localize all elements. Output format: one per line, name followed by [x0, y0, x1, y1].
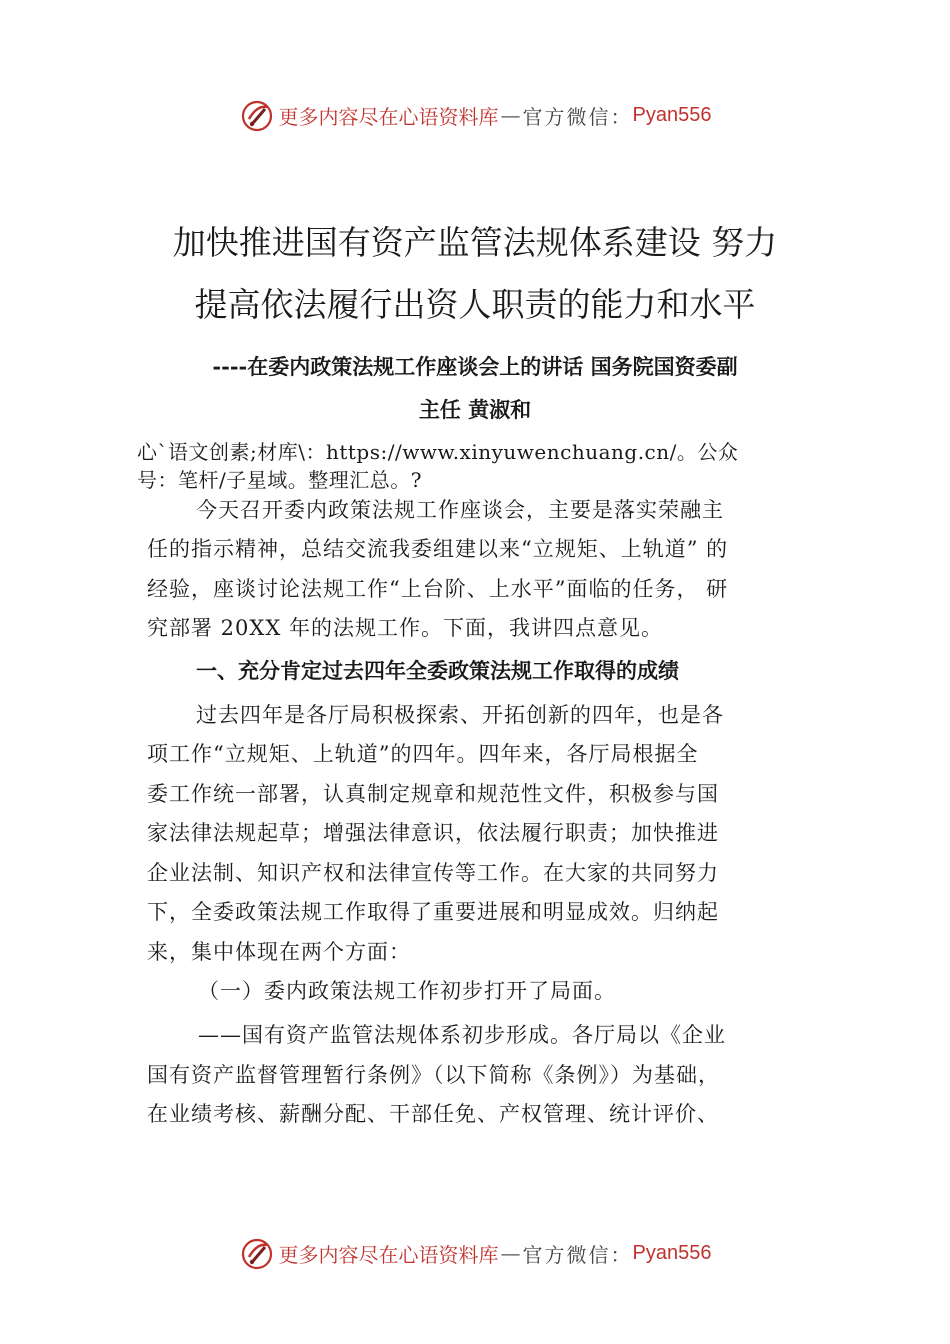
logo-icon — [239, 97, 275, 133]
document-title-line-1: 加快推进国有资产监管法规体系建设 努力 — [172, 223, 778, 262]
body-line: 号：笔杆/子星域。整理汇总。? — [137, 468, 422, 492]
banner-wechat-id: Pyan556 — [632, 103, 712, 126]
banner-site-name: 更多内容尽在心语资料库 — [278, 104, 499, 129]
banner-wechat-label: 官方微信： — [522, 1242, 633, 1267]
body-line: 究部署 20XX 年的法规工作。下面，我讲四点意见。 — [147, 616, 663, 640]
body-line: ——国有资产监管法规体系初步形成。各厅局以《企业 — [198, 1023, 726, 1047]
subsection-heading: （一）委内政策法规工作初步打开了局面。 — [198, 979, 616, 1003]
document-title-line-2: 提高依法履行出资人职责的能力和水平 — [194, 285, 756, 324]
body-line: 来，集中体现在两个方面： — [147, 940, 411, 964]
body-line: 过去四年是各厅局积极探索、开拓创新的四年，也是各 — [196, 703, 724, 727]
banner-wechat-id: Pyan556 — [632, 1241, 712, 1264]
document-subtitle-line-1: ----在委内政策法规工作座谈会上的讲话 国务院国资委副 — [212, 354, 738, 379]
body-line: 国有资产监督管理暂行条例》（以下简称《条例》）为基础， — [147, 1063, 720, 1087]
footer-banner — [0, 1233, 950, 1273]
body-line: 项工作“立规矩、上轨道”的四年。四年来，各厅局根据全 — [147, 742, 699, 766]
section-heading: 一、充分肯定过去四年全委政策法规工作取得的成绩 — [196, 659, 679, 683]
logo-icon — [239, 1235, 275, 1271]
body-line: 经验，座谈讨论法规工作“上台阶、上水平”面临的任务， 研 — [147, 577, 729, 601]
banner-site-name: 更多内容尽在心语资料库 — [278, 1242, 499, 1267]
banner-wechat-label: 官方微信： — [522, 104, 633, 129]
body-line: 下，全委政策法规工作取得了重要进展和明显成效。归纳起 — [147, 900, 719, 924]
body-line: 任的指示精神，总结交流我委组建以来“立规矩、上轨道” 的 — [147, 537, 729, 561]
body-line: 企业法制、知识产权和法律宣传等工作。在大家的共同努力 — [147, 861, 719, 885]
body-line: 委工作统一部署，认真制定规章和规范性文件，积极参与国 — [147, 782, 719, 806]
body-line: 心`语文创素;材库\：https://www.xinyuwenchuang.cn/。公众 — [137, 440, 739, 464]
body-line: 在业绩考核、薪酬分配、干部任免、产权管理、统计评价、 — [147, 1102, 719, 1126]
body-line: 今天召开委内政策法规工作座谈会，主要是落实荣融主 — [196, 498, 724, 522]
banner-dash: — — [500, 1241, 521, 1265]
body-line: 家法律法规起草；增强法律意识，依法履行职责；加快推进 — [147, 821, 719, 845]
document-subtitle-line-2: 主任 黄淑和 — [418, 397, 532, 422]
banner-dash: — — [500, 103, 521, 127]
header-banner — [0, 95, 950, 135]
